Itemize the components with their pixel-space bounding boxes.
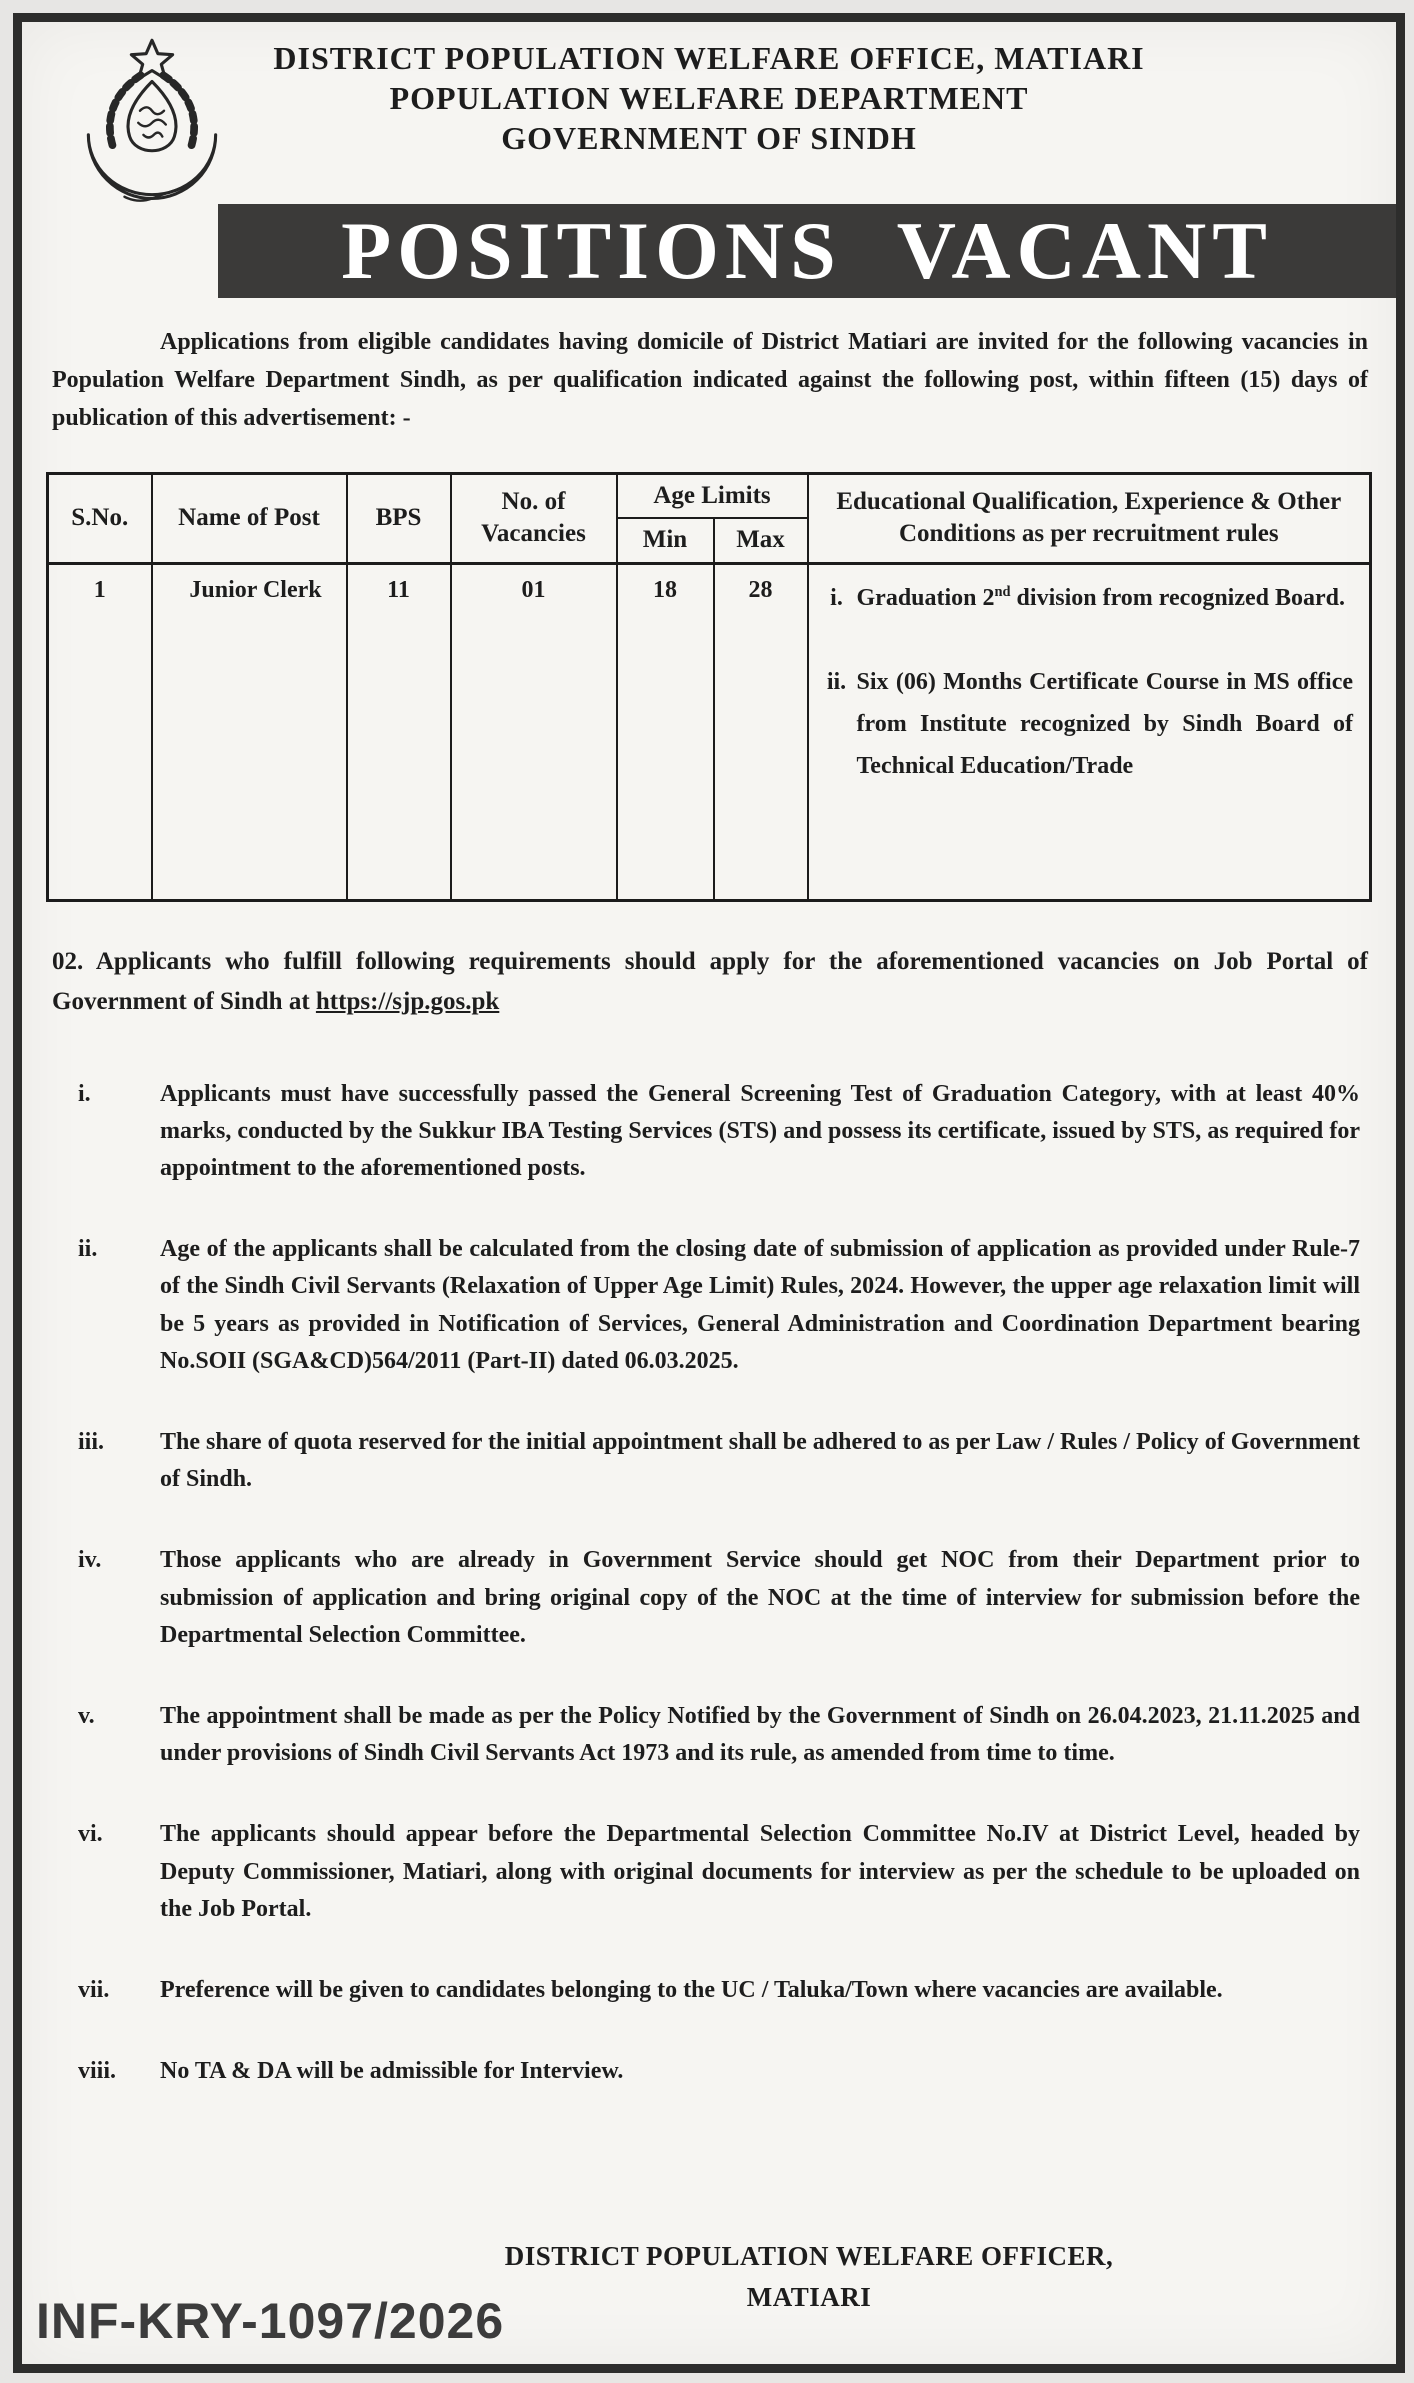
org-line-1: DISTRICT POPULATION WELFARE OFFICE, MATIARI (273, 40, 1145, 76)
job-portal-link[interactable]: https://sjp.gos.pk (315, 987, 500, 1015)
col-header-vacancies: No. of Vacancies (451, 473, 617, 563)
condition-marker: iii. (78, 1429, 105, 1456)
conditions-list (22, 1076, 1396, 2091)
condition-marker: viii. (78, 2058, 117, 2085)
org-line-3: GOVERNMENT OF SINDH (501, 120, 917, 156)
condition-marker: vi. (78, 1821, 103, 1848)
condition-item (78, 1424, 1360, 1498)
col-header-age-limits: Age Limits (617, 473, 808, 518)
condition-text: The appointment shall be made as per the Policy Notified by the Government of Sindh on 26.04.2023, 21.11.2025 and under provisions of Sindh Civil Servants Act 1973 and its rule, as amended from time to time. (160, 1702, 1360, 1767)
cell-education (808, 563, 1371, 900)
condition-text: The applicants should appear before the Departmental Selection Committee No.IV at District Level, headed by Deputy Commissioner, Matiari, along with original documents for interview as per the schedule to be uploaded on the Job Portal. (160, 1821, 1360, 1922)
condition-text: Those applicants who are already in Government Service should get NOC from their Department prior to submission of application and bring original copy of the NOC at the time of interview for submission before the Departmental Selection Committee. (160, 1547, 1360, 1648)
intro-paragraph: Applications from eligible candidates having domicile of District Matiari are invited for the following vacancies in Population Welfare Department Sindh, as per qualification indicated against the following post, within fifteen (15) days of publication of this advertisement: - (52, 329, 1368, 431)
vacancy-table (46, 472, 1372, 902)
condition-marker: v. (78, 1702, 95, 1729)
condition-text: No TA & DA will be admissible for Interview. (160, 2058, 624, 2085)
banner-title: POSITIONS VACANT (341, 205, 1273, 296)
ad-reference-number: INF-KRY-1097/2026 (36, 2293, 505, 2349)
apply-instructions (52, 942, 1368, 1022)
condition-item (78, 2053, 1360, 2090)
condition-item (78, 1542, 1360, 1654)
col-header-education: Educational Qualification, Experience & Other Conditions as per recruitment rules (808, 473, 1371, 563)
cell-bps: 11 (347, 563, 451, 900)
signature-block (459, 2236, 1159, 2317)
cell-age-min: 18 (617, 563, 714, 900)
condition-marker: i. (78, 1080, 91, 1107)
condition-item (78, 1698, 1360, 1772)
education-item (817, 577, 1354, 619)
education-item-text: Graduation 2nd division from recognized Board. (856, 583, 1345, 611)
education-item (817, 661, 1354, 787)
cell-sno: 1 (48, 563, 152, 900)
condition-text: Preference will be given to candidates belonging to the UC / Taluka/Town where vacancies are available. (160, 1976, 1223, 2003)
condition-item (78, 1816, 1360, 1928)
condition-marker: ii. (78, 1236, 98, 1263)
condition-item (78, 1972, 1360, 2009)
education-item-marker: ii. (826, 668, 847, 695)
condition-text: Age of the applicants shall be calculated from the closing date of submission of application as provided under Rule-7 of the Sindh Civil Servants (Relaxation of Upper Age Limit) Rules, 2024. However, the upper age relaxation limit will be 5 years as provided in Notification of Services, General Administration and Coordination Department bearing No.SOII (SGA&CD)564/2011 (Part-II) dated 06.03.2025. (160, 1236, 1360, 1374)
condition-item (78, 1076, 1360, 1188)
header (22, 22, 1396, 204)
cell-name-of-post: Junior Clerk (152, 563, 347, 900)
cell-age-max: 28 (714, 563, 808, 900)
signature-line-2: MATIARI (746, 2281, 872, 2312)
col-header-age-min: Min (617, 518, 714, 563)
signature-line-1: DISTRICT POPULATION WELFARE OFFICER, (504, 2241, 1114, 2271)
positions-vacant-banner (218, 204, 1396, 298)
condition-text: Applicants must have successfully passed the General Screening Test of Graduation Category, with at least 40% marks, conducted by the Sukkur IBA Testing Services (STS) and possess its certificate, issued by STS, as required for appointment to the aforementioned posts. (160, 1080, 1360, 1182)
col-header-bps: BPS (347, 473, 451, 563)
table-row (48, 563, 1371, 900)
col-header-age-max: Max (714, 518, 808, 563)
condition-text: The share of quota reserved for the initial appointment shall be adhered to as per Law / Rules / Policy of Government of Sindh. (160, 1429, 1360, 1493)
col-header-sno: S.No. (48, 473, 152, 563)
condition-marker: vii. (78, 1976, 110, 2003)
sindh-govt-emblem-icon (66, 34, 238, 246)
cell-vacancies: 01 (451, 563, 617, 900)
condition-marker: iv. (78, 1547, 102, 1574)
col-header-name-of-post: Name of Post (152, 473, 347, 563)
footer (22, 2198, 1396, 2358)
condition-item (78, 1231, 1360, 1380)
apply-instructions-text: 02. Applicants who fulfill following requirements should apply for the aforementioned vacancies on Job Portal of Government of Sindh at (52, 947, 1368, 1015)
education-item-text: Six (06) Months Certificate Course in MS office from Institute recognized by Sindh Board of Technical Education/Trade (856, 668, 1353, 779)
education-item-marker: i. (830, 584, 843, 611)
org-line-2: POPULATION WELFARE DEPARTMENT (389, 80, 1029, 116)
ad-frame (13, 13, 1405, 2373)
